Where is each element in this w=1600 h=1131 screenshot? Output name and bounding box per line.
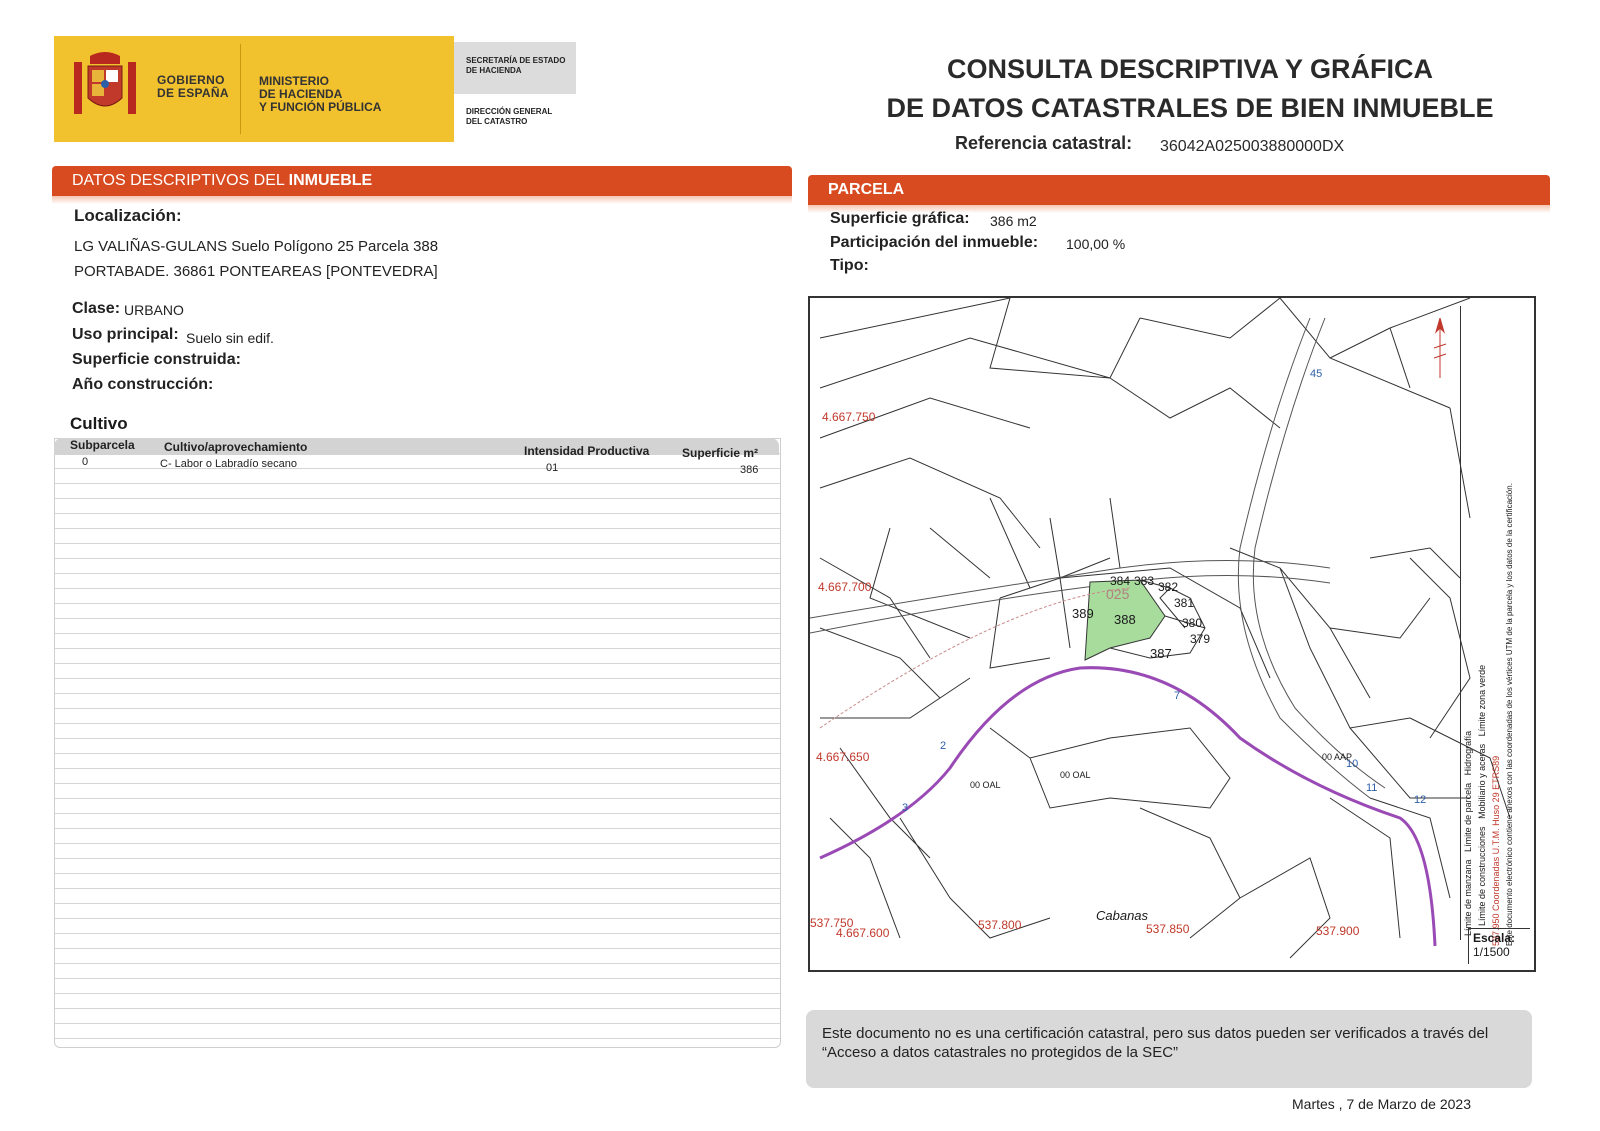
cell-subparcela: 0	[82, 456, 89, 468]
coord-x-2: 537.800	[978, 918, 1022, 932]
road-number-10: 10	[1346, 758, 1359, 770]
secretaria-text: SECRETARÍA DE ESTADO DE HACIENDA	[466, 56, 566, 75]
ministerio-text: MINISTERIO DE HACIENDA Y FUNCIÓN PÚBLICA	[259, 74, 382, 114]
superficie-grafica-value: 386 m2	[990, 213, 1037, 229]
legend-zona-verde: Límite zona verde	[1477, 664, 1487, 737]
col-cultivo: Cultivo/aprovechamiento	[164, 440, 308, 454]
superficie-grafica-label: Superficie gráfica:	[830, 210, 970, 227]
north-arrow-icon	[1432, 318, 1448, 378]
clase-value: URBANO	[124, 302, 184, 318]
parcel-label-387: 387	[1150, 646, 1172, 661]
uso-label: Uso principal:	[72, 326, 179, 343]
tipo-label: Tipo:	[830, 257, 869, 274]
coord-y-1: 4.667.750	[822, 410, 876, 424]
col-intensidad: Intensidad Productiva	[524, 444, 650, 458]
parcel-label-388: 388	[1114, 612, 1136, 627]
coord-y-3: 4.667.650	[816, 750, 870, 764]
cell-superficie: 386	[740, 464, 759, 476]
legend-note: Este documento electrónico contiene anexos con las coordenadas de los vértices UTM de la parcela y los datos de la certificación.	[1505, 483, 1514, 946]
parcel-label-380: 380	[1182, 616, 1203, 630]
col-superficie: Superficie m²	[682, 446, 759, 460]
coord-x-1: 537.750	[810, 916, 854, 930]
road-number-11: 11	[1366, 782, 1378, 794]
localizacion-line-2: PORTABADE. 36861 PONTEAREAS [PONTEVEDRA]	[74, 263, 438, 280]
poligono-label: 025	[1106, 586, 1130, 602]
coord-x-4: 537.900	[1316, 924, 1360, 938]
legend-limite-manzana: Límite de manzana	[1463, 859, 1473, 936]
road-number-45: 45	[1310, 368, 1323, 380]
cultivo-table	[54, 438, 781, 1048]
legend-mobiliario: Mobiliario y aceras	[1477, 743, 1487, 819]
clase-label: Clase:	[72, 300, 121, 317]
section-bar-parcela	[808, 175, 1550, 205]
cadastral-map	[808, 296, 1536, 972]
parcel-label-389: 389	[1072, 606, 1094, 621]
road-number-12: 12	[1414, 794, 1427, 806]
road-number-3: 3	[902, 802, 909, 814]
refcat-value: 36042A025003880000DX	[1160, 138, 1345, 155]
title-line-1: CONSULTA DESCRIPTIVA Y GRÁFICA	[946, 54, 1434, 84]
title-line-2: DE DATOS CATASTRALES DE BIEN INMUEBLE	[886, 93, 1494, 123]
escala-value: 1/1500	[1473, 945, 1510, 959]
parcel-label-379: 379	[1190, 632, 1211, 646]
uso-value: Suelo sin edif.	[186, 330, 274, 346]
bar-text-light: DATOS DESCRIPTIVOS DEL	[72, 172, 289, 189]
map-drawing	[810, 298, 1534, 970]
legend-limite-parcela: Límite de parcela	[1463, 782, 1473, 852]
parcel-label-382: 382	[1158, 580, 1179, 594]
road-number-2: 2	[940, 740, 947, 752]
participacion-value: 100,00 %	[1066, 236, 1126, 252]
coord-x-3: 537.850	[1146, 922, 1190, 936]
section-bar-descriptivos	[52, 166, 792, 196]
anio-construccion-label: Año construcción:	[72, 376, 214, 393]
map-legend	[1460, 306, 1527, 946]
bar-text-bold: INMUEBLE	[288, 172, 373, 189]
cultivo-table-header	[54, 438, 779, 455]
col-subparcela: Subparcela	[70, 438, 135, 452]
gobierno-text: GOBIERNO DE ESPAÑA	[157, 73, 229, 100]
escala-label: Escala:	[1473, 931, 1516, 945]
participacion-label: Participación del inmueble:	[830, 234, 1039, 251]
road-number-7: 7	[1174, 690, 1181, 702]
cell-intensidad: 01	[546, 462, 559, 474]
legend-hidrografia: Hidrografía	[1463, 730, 1473, 776]
localizacion-line-1: LG VALIÑAS-GULANS Suelo Polígono 25 Parcela 388	[74, 238, 439, 255]
logo-divider	[240, 44, 241, 134]
label-00-oal-1: 00 OAL	[970, 780, 1001, 790]
disclaimer-note: Este documento no es una certificación catastral, pero sus datos pueden ser verificados a través del “Acceso a datos catastrales no protegidos de la SEC”	[806, 1010, 1532, 1088]
direccion-text: DIRECCIÓN GENERAL DEL CATASTRO	[466, 107, 553, 126]
document-date: Martes , 7 de Marzo de 2023	[1292, 1096, 1471, 1112]
label-00-aap: 00 AAP	[1322, 752, 1353, 762]
label-00-oal-2: 00 OAL	[1060, 770, 1091, 780]
place-label: Cabanas	[1096, 908, 1149, 923]
coat-of-arms-icon	[70, 48, 140, 124]
cell-cultivo: C- Labor o Labradío secano	[160, 458, 297, 470]
page-title	[800, 50, 1580, 128]
cultivo-title: Cultivo	[70, 414, 128, 433]
coord-y-2: 4.667.700	[818, 580, 872, 594]
refcat-label: Referencia catastral:	[955, 133, 1133, 153]
legend-limite-construcciones: Límite de construcciones	[1477, 826, 1487, 926]
parcel-label-381: 381	[1174, 596, 1195, 610]
localizacion-label: Localización:	[74, 206, 182, 225]
superficie-construida-label: Superficie construida:	[72, 351, 241, 368]
escala-box	[1468, 928, 1530, 964]
parcel-label-384: 384	[1110, 574, 1131, 588]
bar-parcela-text: PARCELA	[828, 181, 905, 198]
legend-utm: 537.950 Coordenadas U.T.M. Huso 29 ETRS89	[1491, 755, 1501, 946]
bar-shadow	[52, 196, 792, 204]
parcel-label-383: 383	[1134, 574, 1155, 588]
coord-y-4: 4.667.600	[836, 926, 890, 940]
